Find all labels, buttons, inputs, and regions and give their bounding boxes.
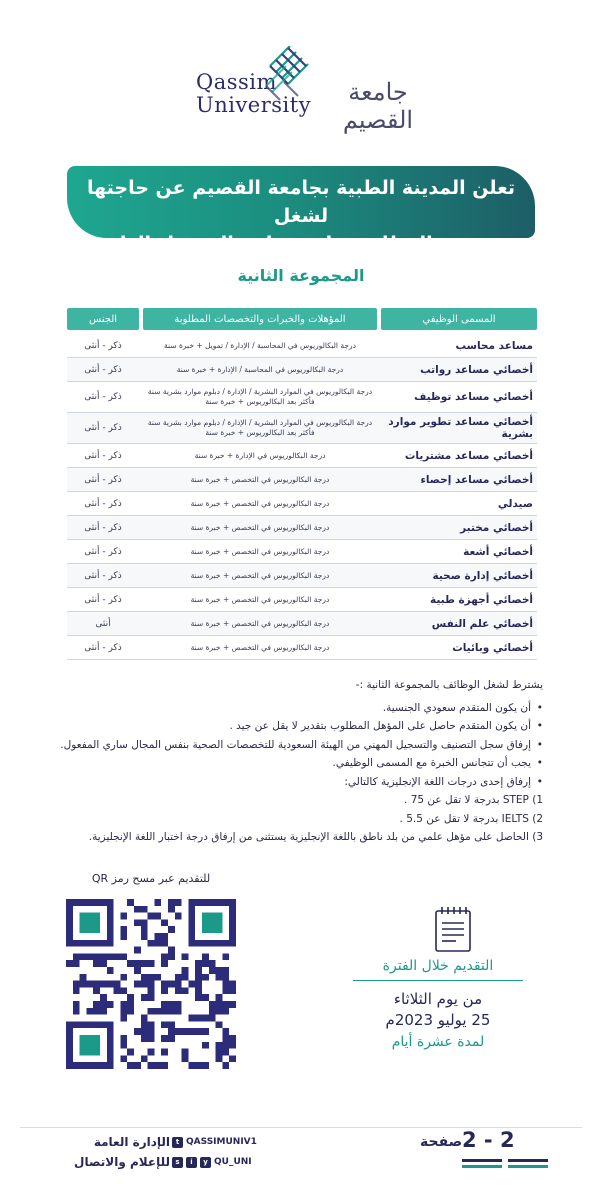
snapchat-icon: s [172,1157,183,1168]
requirements-list [28,699,543,792]
cell-qualifications: درجة البكالوريوس في التخصص + خبرة سنة [190,618,330,628]
dept-line1: الإدارة العامة [93,1135,170,1149]
table-row [67,444,537,468]
qr-code[interactable] [66,899,236,1069]
table-row [67,636,537,660]
cell-qualifications: درجة البكالوريوس في المحاسبة / الإدارة / تمويل + خبرة سنة [164,340,356,350]
handle-2: QU_UNI [214,1157,252,1167]
banner-line1: تعلن المدينة الطبية بجامعة القصيم عن حاجتها لشغل [86,177,516,227]
cell-gender: أنثى [95,618,111,629]
list-item: • أن يكون المتقدم حاصل على المؤهل المطلوب بتقدير لا يقل عن جيد . [28,717,543,736]
cell-gender: ذكر - أنثى [84,594,122,605]
english-requirement-3 [28,828,543,847]
document-icon [428,905,478,955]
cell-job-title: أخصائي أجهزة طبية [430,593,533,606]
cell-gender: ذكر - أنثى [84,546,122,557]
dept-line2: للإعلام والاتصال [74,1155,170,1169]
english-requirement-1 [28,791,543,810]
cell-qualifications: درجة البكالوريوس في التخصص + خبرة سنة [190,522,330,532]
table-row [67,588,537,612]
qr-label: للتقديم عبر مسح رمز QR [91,872,211,885]
cell-qualifications: درجة البكالوريوس في التخصص + خبرة سنة [190,642,330,652]
table-body [67,334,537,660]
cell-qualifications: درجة البكالوريوس في التخصص + خبرة سنة [190,570,330,580]
table-row [67,612,537,636]
logo-english-line2: University [196,93,312,117]
table-row [67,492,537,516]
university-logo-icon [258,46,318,106]
table-row [67,540,537,564]
cell-gender: ذكر - أنثى [84,570,122,581]
apply-heading: التقديم خلال الفترة [382,958,494,974]
handle-1: QASSIMUNIV1 [186,1137,257,1147]
department-name [62,1132,170,1172]
apply-date: 25 يوليو 2023م [385,1011,491,1029]
cell-gender: ذكر - أنثى [84,340,122,351]
cell-qualifications: درجة البكالوريوس في الإدارة + خبرة سنة [194,450,326,460]
logo-arabic: جامعة القصيم [342,78,414,134]
cell-gender: ذكر - أنثى [84,474,122,485]
table-header [67,308,537,330]
cell-job-title: أخصائي مساعد رواتب [420,363,533,376]
cell-gender: ذكر - أنثى [84,522,122,533]
cell-gender: ذكر - أنثى [84,364,122,375]
table-row [67,516,537,540]
jobs-table [67,308,537,660]
social-row-2[interactable] [172,1152,258,1172]
cell-qualifications: درجة البكالوريوس في التخصص + خبرة سنة [190,474,330,484]
cell-job-title: أخصائي مساعد تطوير موارد بشرية [388,416,533,440]
cell-job-title: أخصائي إدارة صحية [432,569,533,582]
cell-gender: ذكر - أنثى [84,392,122,402]
application-period [320,958,556,1053]
requirements-intro: يشترط لشغل الوظائف بالمجموعة الثانية :- [355,679,543,691]
cell-gender: ذكر - أنثى [84,642,122,653]
cell-qualifications: درجة البكالوريوس في التخصص + خبرة سنة [190,594,330,604]
cell-gender: ذكر - أنثى [84,450,122,461]
table-row [67,564,537,588]
instagram-icon: i [186,1157,197,1168]
cell-job-title: أخصائي وبائيات [452,641,533,654]
cell-job-title: مساعد محاسب [455,339,533,352]
youtube-icon: y [200,1157,211,1168]
table-row [67,382,537,413]
table-row [67,468,537,492]
header-gender: الجنس [67,308,139,330]
list-item: • إرفاق إحدى درجات اللغة الإنجليزية كالتالي: [28,773,543,792]
cell-gender: ذكر - أنثى [84,423,122,433]
list-item: • أن يكون المتقدم سعودي الجنسية. [28,699,543,718]
announcement-banner [67,166,535,255]
cell-qualifications: درجة البكالوريوس في التخصص + خبرة سنة [190,498,330,508]
cell-job-title: صيدلي [497,497,533,510]
twitter-icon: t [172,1137,183,1148]
cell-qualifications: درجة البكالوريوس في الموارد البشرية / الإدارة / دبلوم موارد بشرية سنة فأكثر بعد البكالوريوس + خبرة سنة [147,387,373,406]
cell-job-title: أخصائي مساعد مشتريات [404,449,533,462]
cell-qualifications: درجة البكالوريوس في الموارد البشرية / الإدارة / دبلوم موارد بشرية سنة فأكثر بعد البكالوريوس + خبرة سنة [147,418,373,437]
cell-job-title: أخصائي أشعة [463,545,533,558]
cell-job-title: أخصائي علم النفس [431,617,533,630]
table-row [67,358,537,382]
numbered-item: 1) STEP بدرجة لا تقل عن 75 . [404,794,543,806]
logo-english-line1: Qassim [196,70,277,94]
cell-qualifications: درجة البكالوريوس في المحاسبة / الإدارة + خبرة سنة [176,364,344,374]
apply-from: من يوم الثلاثاء [393,990,483,1008]
english-requirement-2 [28,810,543,829]
cell-gender: ذكر - أنثى [84,498,122,509]
cell-qualifications: درجة البكالوريوس في التخصص + خبرة سنة [190,546,330,556]
social-row-1[interactable] [172,1132,258,1152]
cell-job-title: أخصائي مساعد توظيف [414,391,533,403]
list-item: • إرفاق سجل التصنيف والتسجيل المهني من الهيئة السعودية للتخصصات الصحية بنفس المجال ساري المفعول. [28,736,543,755]
group-title: المجموعة الثانية [237,266,365,285]
social-handles [172,1132,258,1172]
apply-duration: لمدة عشرة أيام [391,1034,485,1050]
page-label: صفحة [420,1134,463,1150]
cell-job-title: أخصائي مختبر [460,521,533,534]
header-job-title: المسمى الوظيفي [381,308,537,330]
page-number: 2 - 2 [462,1128,515,1152]
list-item: • يجب أن تتجانس الخبرة مع المسمى الوظيفي. [28,754,543,773]
apply-divider [353,980,523,981]
cell-job-title: أخصائي مساعد إحصاء [420,473,533,486]
page-indicator-bars [462,1157,554,1169]
table-row [67,334,537,358]
header-qualifications: المؤهلات والخبرات والتخصصات المطلوبة [143,308,377,330]
table-row [67,413,537,444]
banner-line2: عدد من الوظائف على برنامج التشغيل الذاتي [93,233,509,255]
requirements-section [28,676,543,847]
numbered-item: 2) IELTS بدرجة لا تقل عن 5.5 . [399,812,543,825]
numbered-item: 3) الحاصل على مؤهل علمي من بلد ناطق باللغة الإنجليزية يستثنى من إرفاق درجة اختبار اللغة الإنجليزية. [88,831,543,843]
